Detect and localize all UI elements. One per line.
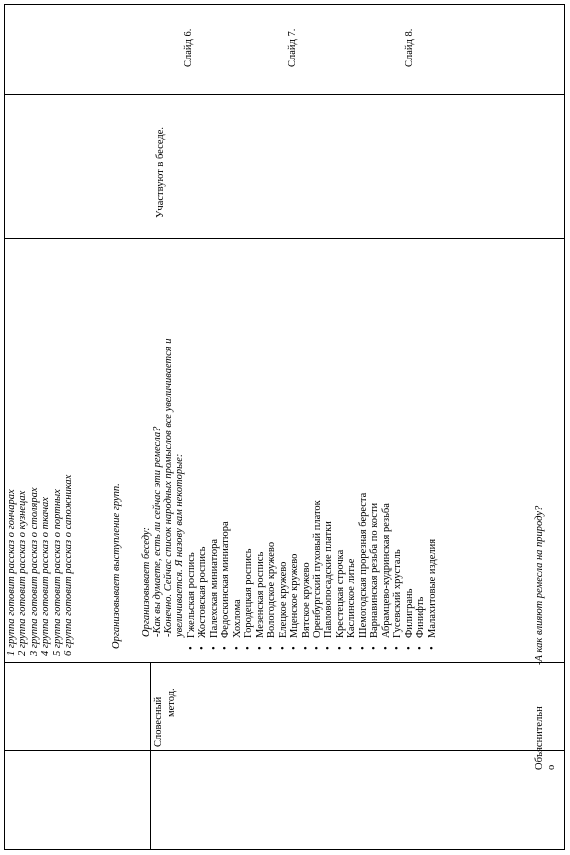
list-item [243, 493, 254, 650]
bullet-icon: • [392, 646, 404, 650]
craft-label: Мезенская роспись [254, 551, 266, 638]
list-item [255, 493, 266, 650]
craft-label: Абрамцево-кудринская резьба [380, 503, 392, 638]
list-item [335, 493, 346, 650]
bullet-icon: • [323, 646, 335, 650]
list-item [186, 493, 197, 650]
bullet-icon: • [357, 646, 369, 650]
answer-line-2: увеличивается. Я назову вам некоторые: [174, 453, 185, 637]
bullet-icon: • [197, 646, 209, 650]
craft-label: Палехская миниатюра [208, 539, 220, 638]
craft-label: Мценское кружево [289, 553, 301, 638]
bullet-icon: • [403, 646, 415, 650]
bullet-icon: • [208, 646, 220, 650]
list-item: 1 группа готовит рассказ о гончарах [6, 489, 17, 656]
craft-label: Вятское кружево [300, 562, 312, 638]
craft-label: Филигрань [403, 588, 415, 638]
bullet-icon: • [369, 646, 381, 650]
bullet-icon: • [380, 646, 392, 650]
list-item [427, 493, 438, 650]
bullet-icon: • [254, 646, 266, 650]
method-verbal-line1: Словесный [153, 696, 164, 747]
organizes-groups: Организовывает выступление групп. [111, 483, 122, 649]
answer-line-1: -Конечно. Сейчас список народных промыслов все увеличивается и [163, 338, 174, 637]
craft-label: Малахитовые изделия [426, 538, 438, 638]
list-item [323, 493, 334, 650]
craft-label: Жостовская роспись [197, 546, 209, 638]
list-item: 4 группа готовит рассказ о ткачах [40, 497, 52, 656]
craft-label: Гжельская роспись [186, 552, 197, 638]
list-item [358, 493, 369, 650]
bullet-icon: • [266, 646, 278, 650]
list-item [289, 493, 300, 650]
bullet-icon: • [243, 646, 255, 650]
bullet-icon: • [220, 646, 232, 650]
craft-label: Хохлома [231, 599, 243, 638]
method-explanatory-line1: Объяснительн [534, 706, 545, 770]
list-item: 6 группа готовит рассказ о сапожниках [63, 474, 75, 656]
bullet-icon: • [277, 646, 289, 650]
list-item: 2 группа готовит рассказ о кузнецах [17, 490, 29, 656]
list-item [312, 493, 323, 650]
crafts-list [186, 493, 438, 650]
craft-label: Павловопосадские платки [323, 521, 335, 638]
students-activity: Участвуют в беседе. [155, 126, 166, 218]
bullet-icon: • [415, 646, 427, 650]
bullet-icon: • [300, 646, 312, 650]
list-item [369, 493, 380, 650]
craft-label: Вологодское кружево [266, 541, 278, 638]
bullet-icon: • [346, 646, 358, 650]
slide-8-label: Слайд 8. [404, 28, 415, 67]
list-item: 5 группа готовит рассказ о портных [51, 489, 63, 656]
list-item: 3 группа готовит рассказ о столярах [28, 487, 40, 656]
craft-label: Городецкая роспись [243, 548, 255, 638]
craft-label: Финифть [415, 596, 427, 638]
list-item [209, 493, 220, 650]
craft-label: Елецкое кружево [277, 561, 289, 638]
bullet-icon: • [426, 646, 438, 650]
list-item [346, 493, 357, 650]
list-item [220, 493, 231, 650]
list-item [197, 493, 208, 650]
slide-7-label: Слайд 7. [287, 28, 298, 67]
list-item [404, 493, 415, 650]
list-item [415, 493, 426, 650]
method-verbal-line2: метод. [166, 688, 177, 717]
craft-label: Шемогодская прорезная береста [357, 492, 369, 638]
slide-6-label: Слайд 6. [183, 28, 194, 67]
craft-label: Оренбургский пуховый платок [311, 500, 323, 638]
bullet-icon: • [186, 646, 197, 650]
list-item [232, 493, 243, 650]
bullet-icon: • [334, 646, 346, 650]
list-item [381, 493, 392, 650]
bullet-icon: • [311, 646, 323, 650]
method-explanatory-line2: о [546, 764, 557, 770]
list-item [278, 493, 289, 650]
organizes-talk: Организовывает беседу: [141, 527, 152, 637]
question-2: -А как влияют ремесла на природу? [534, 505, 545, 665]
list-item [266, 493, 277, 650]
groups-list [6, 475, 74, 656]
bullet-icon: • [289, 646, 301, 650]
list-item [301, 493, 312, 650]
craft-label: Федоскинская миниатюра [220, 521, 232, 638]
craft-label: Каслинское литье [346, 558, 358, 638]
list-item [392, 493, 403, 650]
question-1: -Как вы думаете, есть ли сейчас эти ремесла? [152, 426, 163, 637]
bullet-icon: • [231, 646, 243, 650]
craft-label: Варнавинская резьба по кости [369, 502, 381, 638]
craft-label: Крестецкая строчка [334, 549, 346, 638]
craft-label: Гусевский хрусталь [392, 549, 404, 638]
